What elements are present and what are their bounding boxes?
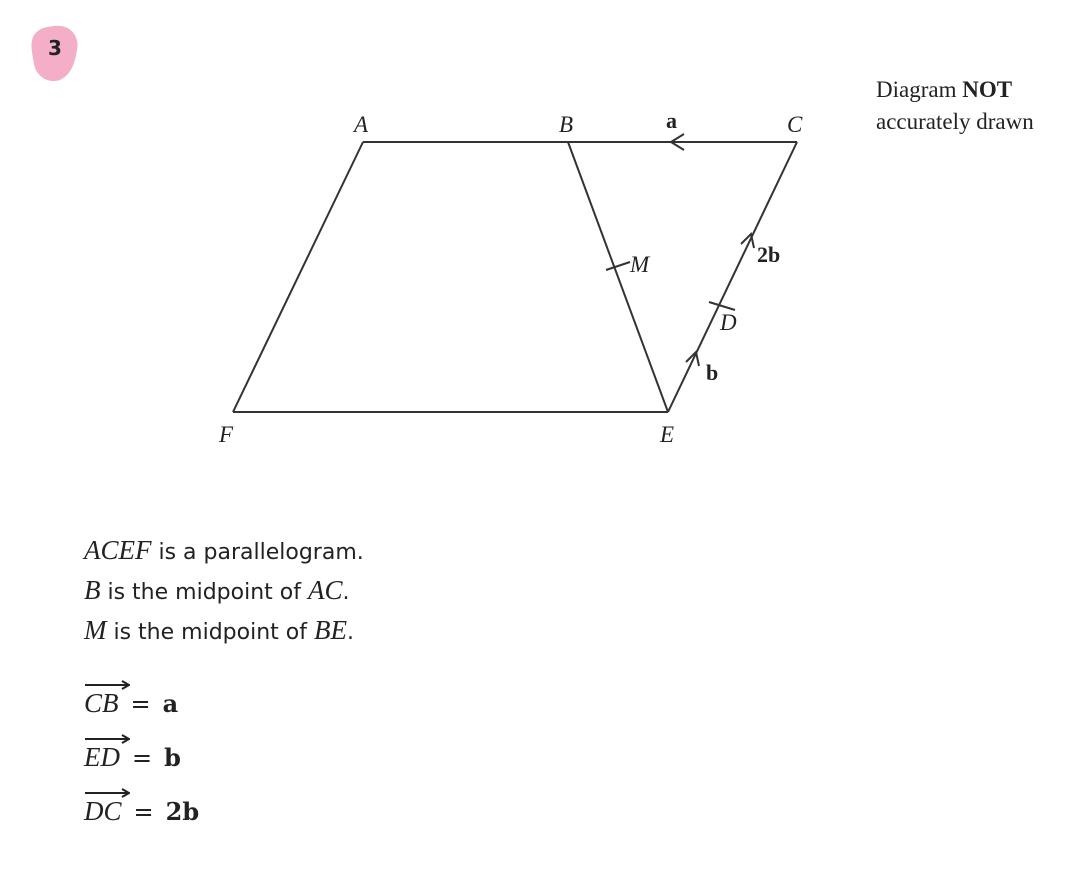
fact-math: AC (307, 575, 343, 605)
fact-row (84, 570, 364, 610)
question-number: 3 (48, 36, 62, 60)
side-FA (233, 142, 363, 412)
side-CE (668, 142, 797, 412)
fact-text: . (342, 580, 350, 605)
vector-value: 2b (165, 797, 200, 826)
point-label-A: A (354, 112, 369, 137)
fact-math: ACEF (84, 535, 152, 565)
point-label-F: F (219, 422, 234, 447)
vector-name-text: ED (84, 742, 120, 772)
vector-name (84, 680, 119, 719)
vector-label-b: b (706, 360, 719, 385)
point-label-E: E (660, 422, 675, 447)
segment-BE (568, 142, 668, 412)
vector-row (84, 788, 199, 842)
given-facts (84, 530, 364, 650)
midpoint-tick-M (606, 262, 630, 270)
vector-arrow-icon (84, 680, 130, 690)
fact-text: is the midpoint of (100, 580, 308, 605)
fact-math: BE (313, 615, 347, 645)
vector-row (84, 734, 199, 788)
diagram-note-bold: NOT (962, 77, 1013, 102)
vector-name-text: DC (84, 796, 122, 826)
diagram-note-line2: accurately drawn (876, 109, 1034, 134)
equals-sign: = (133, 798, 154, 826)
vector-name (84, 734, 120, 773)
vector-value: a (162, 689, 179, 718)
fact-row (84, 610, 364, 650)
fact-text: . (346, 620, 354, 645)
diagram-note-text: Diagram (876, 77, 963, 102)
fact-text: is a parallelogram. (151, 540, 364, 565)
fact-row (84, 530, 364, 570)
equals-sign: = (130, 690, 151, 718)
vector-name (84, 788, 122, 827)
point-label-B: B (559, 112, 574, 137)
point-label-C: C (787, 112, 803, 137)
vector-row (84, 680, 199, 734)
vector-label-a: a (666, 108, 677, 133)
vector-name-text: CB (84, 688, 119, 718)
vector-arrow-icon (84, 788, 130, 798)
vector-label-2b: 2b (757, 242, 781, 267)
point-tick-D (709, 302, 735, 310)
vector-value: b (164, 743, 181, 772)
equals-sign: = (132, 744, 153, 772)
fact-text: is the midpoint of (106, 620, 314, 645)
fact-math: M (84, 615, 107, 645)
point-label-D: D (720, 310, 737, 335)
vector-definitions (84, 680, 199, 842)
fact-math: B (84, 575, 101, 605)
vector-arrow-icon (84, 734, 130, 744)
point-label-M: M (630, 252, 650, 277)
